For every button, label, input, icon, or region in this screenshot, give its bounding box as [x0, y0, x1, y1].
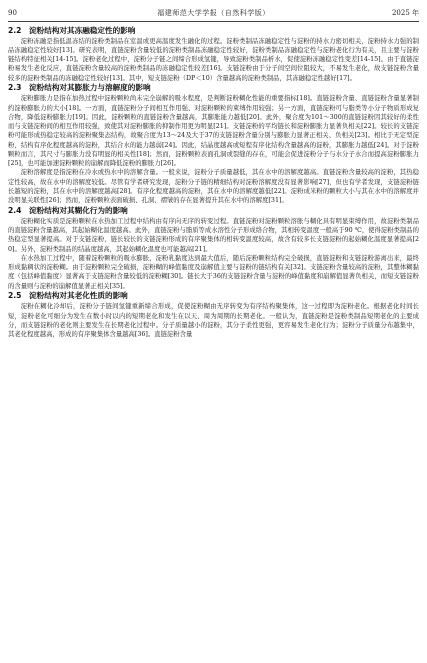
paragraph: 淀粉糊化实质是淀粉颗粒在水热加工过程中结构由有序向无序的转变过程。直链淀粉对淀粉颗粒溶胀与糊化具有明显束缚作用，故淀粉类制品的直链淀粉含量越高，其起始糊化温度越高。此外，直链淀粉与脂质等成水溶性分子形成络合物，其相转变温度一般高于90 ℃，使得淀粉类制品的热稳定型显著提高。对于支链淀粉，链长较长的支链淀粉形成的有序聚集体的相转变温度较高，故含有较多长支链淀粉的起始糊化温度显著提高[20]。另外，淀粉类制品的结晶度越高，其起始糊化温度也可能越高[21]。 — [8, 217, 419, 253]
journal-title: 福建师范大学学报（自然科学版） — [157, 9, 270, 17]
section-2-5 — [8, 291, 419, 339]
paragraph: 在水热加工过程中，随着淀粉颗粒的吸水膨胀，淀粉乳黏度达到最大值后，随后淀粉颗粒结构完全破损，直链淀粉和支链淀粉游离出来，最终形成黏稠状的淀粉糊。由于淀粉颗粒完全破损，淀粉糊的峰值黏度及崩解值主要与淀粉的链结构有关[32]。支链淀粉含量较高的淀粉，其整体糊黏度（包括峰值黏度）显著高于支链淀粉含量较低的淀粉糊[30]。链长大于36的支链淀粉含量与淀粉的峰值黏度和崩解值显著负相关，而短支链淀粉的含量则与淀粉的崩解值显著正相关[35]。 — [8, 254, 419, 290]
paragraph: 淀粉冻融是指低温冻结的淀粉类制品在室温或更高温度发生融化的过程。淀粉类制品冻融稳定性与淀粉的持水力密切相关，淀粉持水力强的制品冻融稳定性较好[13]。研究表明，直链淀粉含量较低的淀粉类制品冻融稳定性较好，淀粉类制品冻融稳定性与淀粉老化行为有关，且主要与淀粉链结构特征相关[14-15]。淀粉老化过程中，淀粉分子链之间缔合形成氢键，导致淀粉类制品析水，促使淀粉冻融稳定性变差[14-15]。由于直链淀粉易发生老化反应，直链淀粉含量较高的淀粉类制品的冻融稳定性较差[16]。支链淀粉由于分子间空间位阻较大，不易发生老化，故支链淀粉含量较多的淀粉类制品的冻融稳定性较好[13]。其中，短支链淀粉（DP＜10）含量越高的淀粉类制品，其冻融稳定性越好[17]。 — [8, 37, 419, 82]
section-heading: 2.5 淀粉结构对其老化性质的影响 — [8, 291, 128, 301]
section-heading: 2.3 淀粉结构对其膨胀力与溶解度的影响 — [8, 83, 151, 93]
paragraph: 淀粉在糊化冷却后，淀粉分子链间氢键重新缔合形成，促使淀粉糊由无序转变为有序结构聚集体，这一过程即为淀粉老化。根据老化时间长短，淀粉老化可细分为发生在数小时以内的短期老化和发生在以天、周为周期的长期老化。一般认为，直链淀粉是淀粉类制品短期老化的主要成分，而支链淀粉的老化则主要发生在长期老化过程中。分子质量越小的淀粉，其分子柔性更强，更容易发生老化行为；淀粉分子质量分布越集中，其老化程度越高，形成的有序聚集体含量越高[36]。直链淀粉含量 — [8, 303, 419, 338]
page-number: 90 — [8, 9, 17, 17]
section-heading: 2.2 淀粉结构对其冻融稳定性的影响 — [8, 25, 136, 35]
article-body — [8, 25, 419, 661]
section-2-4 — [8, 206, 419, 291]
running-header — [8, 4, 419, 22]
section-2-3 — [8, 83, 419, 205]
header-rule — [8, 21, 419, 22]
section-heading: 2.4 淀粉结构对其糊化行为的影响 — [8, 205, 128, 215]
publication-year: 2025 年 — [391, 9, 419, 17]
paragraph: 淀粉膨胀力是指在加热过程中淀粉颗粒尚未完全崩解的吸水程度，是判断淀粉糊化性能的重要指标[18]。直链淀粉含量、直链淀粉含量显著制约淀粉膨胀力的大小[18]。一方面，直链淀粉分子间相互作用强、对淀粉颗粒的束缚作用较强；另一方面，直链淀粉可与脂类等小分子物质形成复合物，降低淀粉膨胀力[19]。因此，淀粉颗粒的直链淀粉含量越高，其膨胀能力越低[20]。此外，聚合度为101～300的直链淀粉因其较好的柔性而与支链淀粉间的相互作用较强，致使其对淀粉膨胀的抑制作用更为明显[21]。支链淀粉的平均链长和淀粉膨胀力显著负相关[22]。较长的支链淀粉可能形成热稳定较高的淀粉聚集态结构，故聚合度为13～24及大于37的支链淀粉含量分别与膨胀力显著正相关、负相关[23]。相比于无定型淀粉，结构有序化程度越高的淀粉，其结合水的能力越弱[24]。因此，结晶度越高或短程有序化结构含量越高的淀粉，其膨胀力越低[24]。对于淀粉颗粒而言，其尺寸与膨胀力没有明显的相关性[18]；然而，淀粉颗粒表面孔洞或裂缝的存在，可能会促进淀粉分子与水分子水合而提高淀粉膨胀力[25]，也可能加速淀粉颗粒的崩解而降低淀粉的膨胀力[26]。 — [8, 95, 419, 167]
paragraph: 淀粉溶解度是指淀粉在冷水或热水中的溶解含量。一般来说，淀粉分子质量越低，其在水中的溶解度越高。直链淀粉含量较高的淀粉，其热稳定性较高，故在水中的溶解度较低。尽管有学者研究发现，淀粉分子链的精细结构对淀粉溶解度没有显著影响[27]，但也有学者发现，支链淀粉链长越短的淀粉，其在水中的溶解度越高[28]。有序化程度越高的淀粉，其在水中的溶解度越低[22]。淀粉成米粉的颗粒大小与其在水中的溶解度并没明显关联性[26]；然而，淀粉颗粒表面破损、孔洞、褶皱的存在显著提升其在水中的溶解度[31]。 — [8, 169, 419, 204]
section-2-2 — [8, 26, 419, 83]
